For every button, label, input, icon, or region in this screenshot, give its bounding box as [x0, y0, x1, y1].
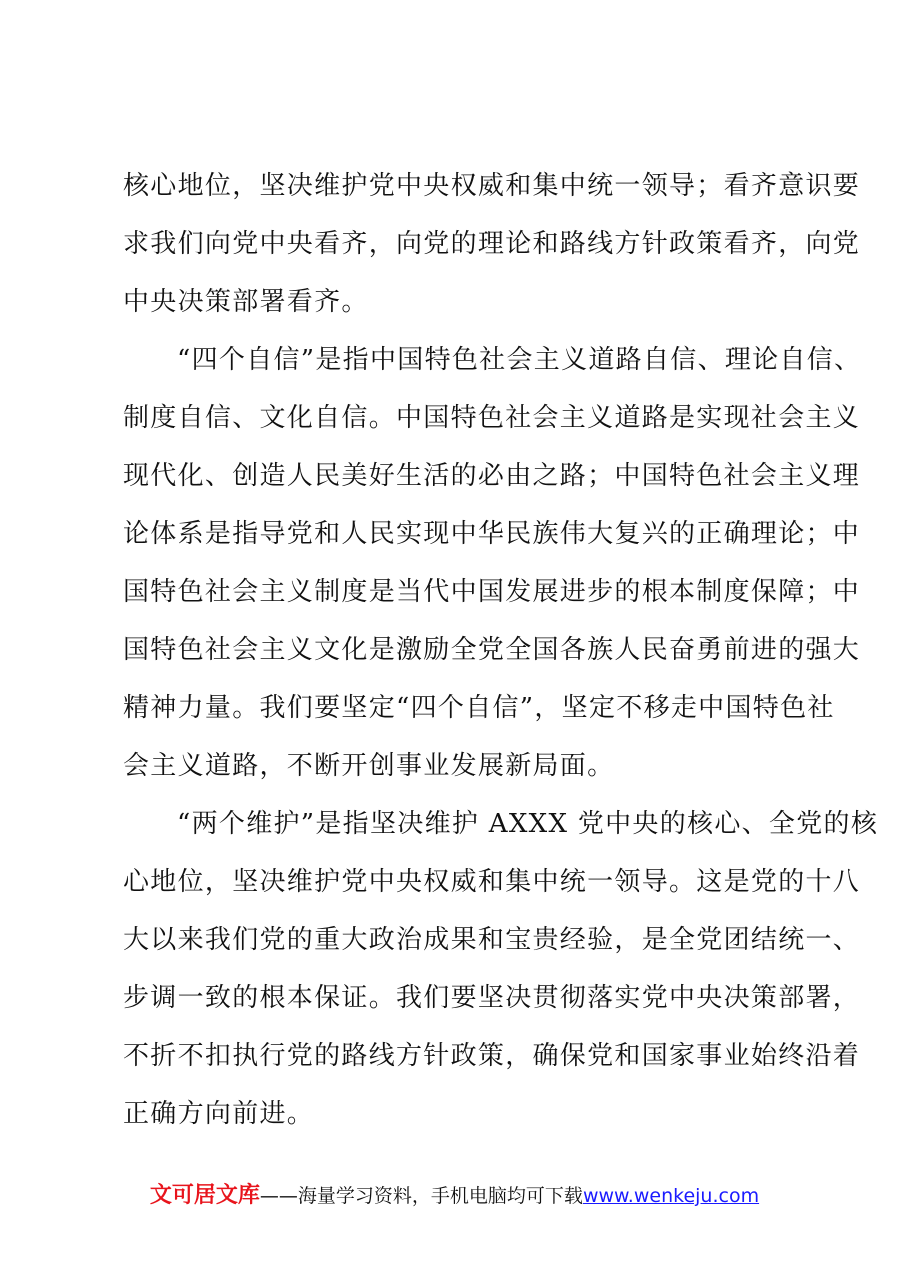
- footer-brand: 文可居文库: [149, 1183, 260, 1208]
- body-line: 国特色社会主义制度是当代中国发展进步的根本制度保障；中: [123, 577, 861, 607]
- body-line: 大以来我们党的重大政治成果和宝贵经验，是全党团结统一、: [123, 925, 861, 955]
- body-line: 核心地位，坚决维护党中央权威和集中统一领导；看齐意识要: [123, 171, 861, 201]
- body-line: 论体系是指导党和人民实现中华民族伟大复兴的正确理论；中: [123, 519, 861, 549]
- body-line: 心地位，坚决维护党中央权威和集中统一领导。这是党的十八: [123, 867, 861, 897]
- body-line: 制度自信、文化自信。中国特色社会主义道路是实现社会主义: [123, 403, 861, 433]
- body-line: 步调一致的根本保证。我们要坚决贯彻落实党中央决策部署，: [123, 983, 861, 1013]
- body-line: 不折不扣执行党的路线方针政策，确保党和国家事业始终沿着: [123, 1041, 861, 1071]
- body-line: 求我们向党中央看齐，向党的理论和路线方针政策看齐，向党: [123, 229, 861, 259]
- body-line: 现代化、创造人民美好生活的必由之路；中国特色社会主义理: [123, 461, 861, 491]
- body-line: 中央决策部署看齐。: [123, 287, 369, 317]
- footer-slogan: ——海量学习资料，手机电脑均可下载: [259, 1185, 583, 1207]
- paragraph-first-line: “四个自信”是指中国特色社会主义道路自信、理论自信、: [177, 345, 862, 375]
- body-line: 正确方向前进。: [123, 1099, 315, 1129]
- footer-site-link[interactable]: www.wenkeju.com: [582, 1185, 760, 1207]
- body-line: 会主义道路，不断开创事业发展新局面。: [123, 751, 615, 781]
- paragraph-first-line: “两个维护”是指坚决维护 AXXX 党中央的核心、全党的核: [177, 809, 879, 839]
- footer-banner: [0, 1181, 909, 1211]
- body-line: 国特色社会主义文化是激励全党全国各族人民奋勇前进的强大: [123, 635, 861, 665]
- body-line: 精神力量。我们要坚定“四个自信”，坚定不移走中国特色社: [123, 693, 835, 723]
